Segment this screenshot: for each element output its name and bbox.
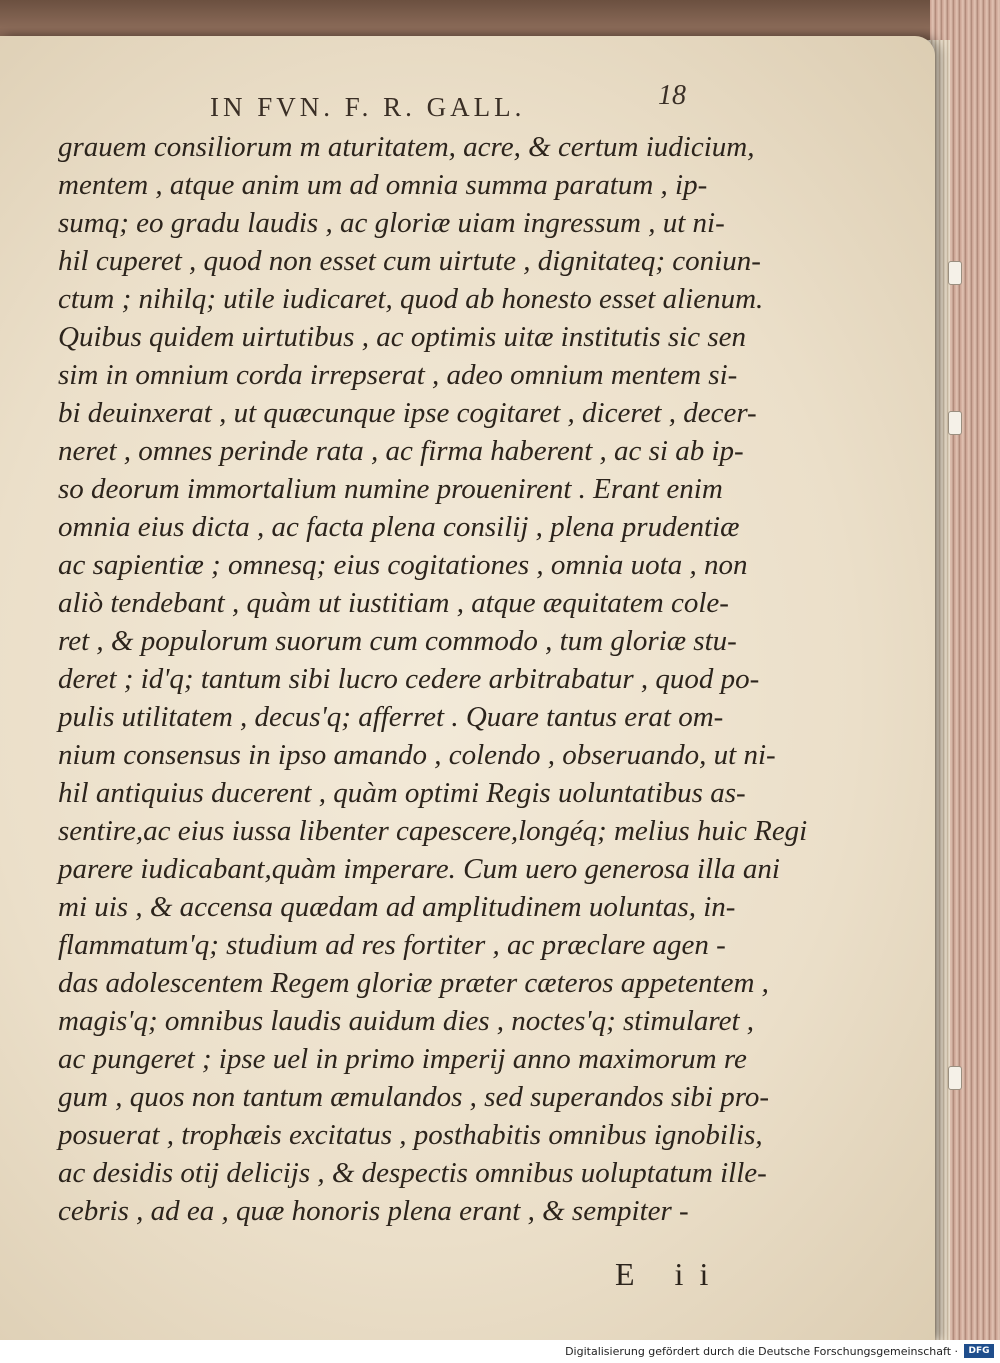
text-line: ret , & populorum suorum cum commodo , tum gloriæ stu- xyxy=(58,625,737,657)
footer-bar xyxy=(0,1340,1000,1363)
page-number: 18 xyxy=(658,80,686,111)
text-line: grauem consiliorum m aturitatem, acre, & certum iudicium, xyxy=(58,131,755,163)
page-header xyxy=(210,80,710,130)
signature-mark: E ii xyxy=(615,1256,725,1292)
text-line: posuerat , trophæis excitatus , posthabitis omnibus ignobilis, xyxy=(58,1119,763,1151)
text-line: das adolescentem Regem gloriæ præter cæteros appetentem , xyxy=(58,967,769,999)
body-text xyxy=(58,128,808,1230)
text-line: Quibus quidem uirtutibus , ac optimis uitæ institutis sic sen xyxy=(58,321,746,353)
text-line: magis'q; omnibus laudis auidum dies , noctes'q; stimularet , xyxy=(58,1005,755,1037)
page-tab-marker xyxy=(948,261,962,285)
page-tab-marker xyxy=(948,1066,962,1090)
text-line: nium consensus in ipso amando , colendo , obseruando, ut ni- xyxy=(58,739,776,771)
text-line: parere iudicabant,quàm imperare. Cum uero generosa illa ani xyxy=(58,853,780,885)
funding-notice: Digitalisierung gefördert durch die Deutsche Forschungsgemeinschaft · xyxy=(565,1345,958,1358)
text-line: sumq; eo gradu laudis , ac gloriæ uiam ingressum , ut ni- xyxy=(58,207,725,239)
text-line: hil cuperet , quod non esset cum uirtute , dignitateq; coniun- xyxy=(58,245,761,277)
text-line: ac desidis otij delicijs , & despectis omnibus uoluptatum ille- xyxy=(58,1157,767,1189)
text-line: bi deuinxerat , ut quæcunque ipse cogitaret , diceret , decer- xyxy=(58,397,757,429)
text-line: sim in omnium corda irrepserat , adeo omnium mentem si- xyxy=(58,359,738,391)
text-line: so deorum immortalium numine prouenirent . Erant enim xyxy=(58,473,723,505)
text-line: neret , omnes perinde rata , ac firma haberent , ac si ab ip- xyxy=(58,435,744,467)
page-tab-marker xyxy=(948,411,962,435)
text-line: cebris , ad ea , quæ honoris plena erant , & sempiter - xyxy=(58,1195,689,1227)
text-line: hil antiquius ducerent , quàm optimi Regis uoluntatibus as- xyxy=(58,777,746,809)
text-line: ctum ; nihilq; utile iudicaret, quod ab honesto esset alienum. xyxy=(58,283,764,315)
text-line: sentire,ac eius iussa libenter capescere,longéq; melius huic Regi xyxy=(58,815,808,847)
dfg-logo-icon: DFG xyxy=(964,1344,994,1358)
text-line: flammatum'q; studium ad res fortiter , ac præclare agen - xyxy=(58,929,726,961)
running-head: IN FVN. F. R. GALL. xyxy=(210,92,526,122)
text-line: pulis utilitatem , decus'q; afferret . Quare tantus erat om- xyxy=(58,701,724,733)
text-line: mentem , atque anim um ad omnia summa paratum , ip- xyxy=(58,169,708,201)
text-line: ac sapientiæ ; omnesq; eius cogitationes , omnia uota , non xyxy=(58,549,748,581)
text-line: omnia eius dicta , ac facta plena consilij , plena prudentiæ xyxy=(58,511,740,543)
text-line: mi uis , & accensa quædam ad amplitudinem uoluntas, in- xyxy=(58,891,736,923)
text-line: aliò tendebant , quàm ut iustitiam , atque æquitatem cole- xyxy=(58,587,729,619)
text-line: gum , quos non tantum æmulandos , sed superandos sibi pro- xyxy=(58,1081,770,1113)
text-line: ac pungeret ; ipse uel in primo imperij anno maximorum re xyxy=(58,1043,747,1075)
text-line: deret ; id'q; tantum sibi lucro cedere arbitrabatur , quod po- xyxy=(58,663,760,695)
